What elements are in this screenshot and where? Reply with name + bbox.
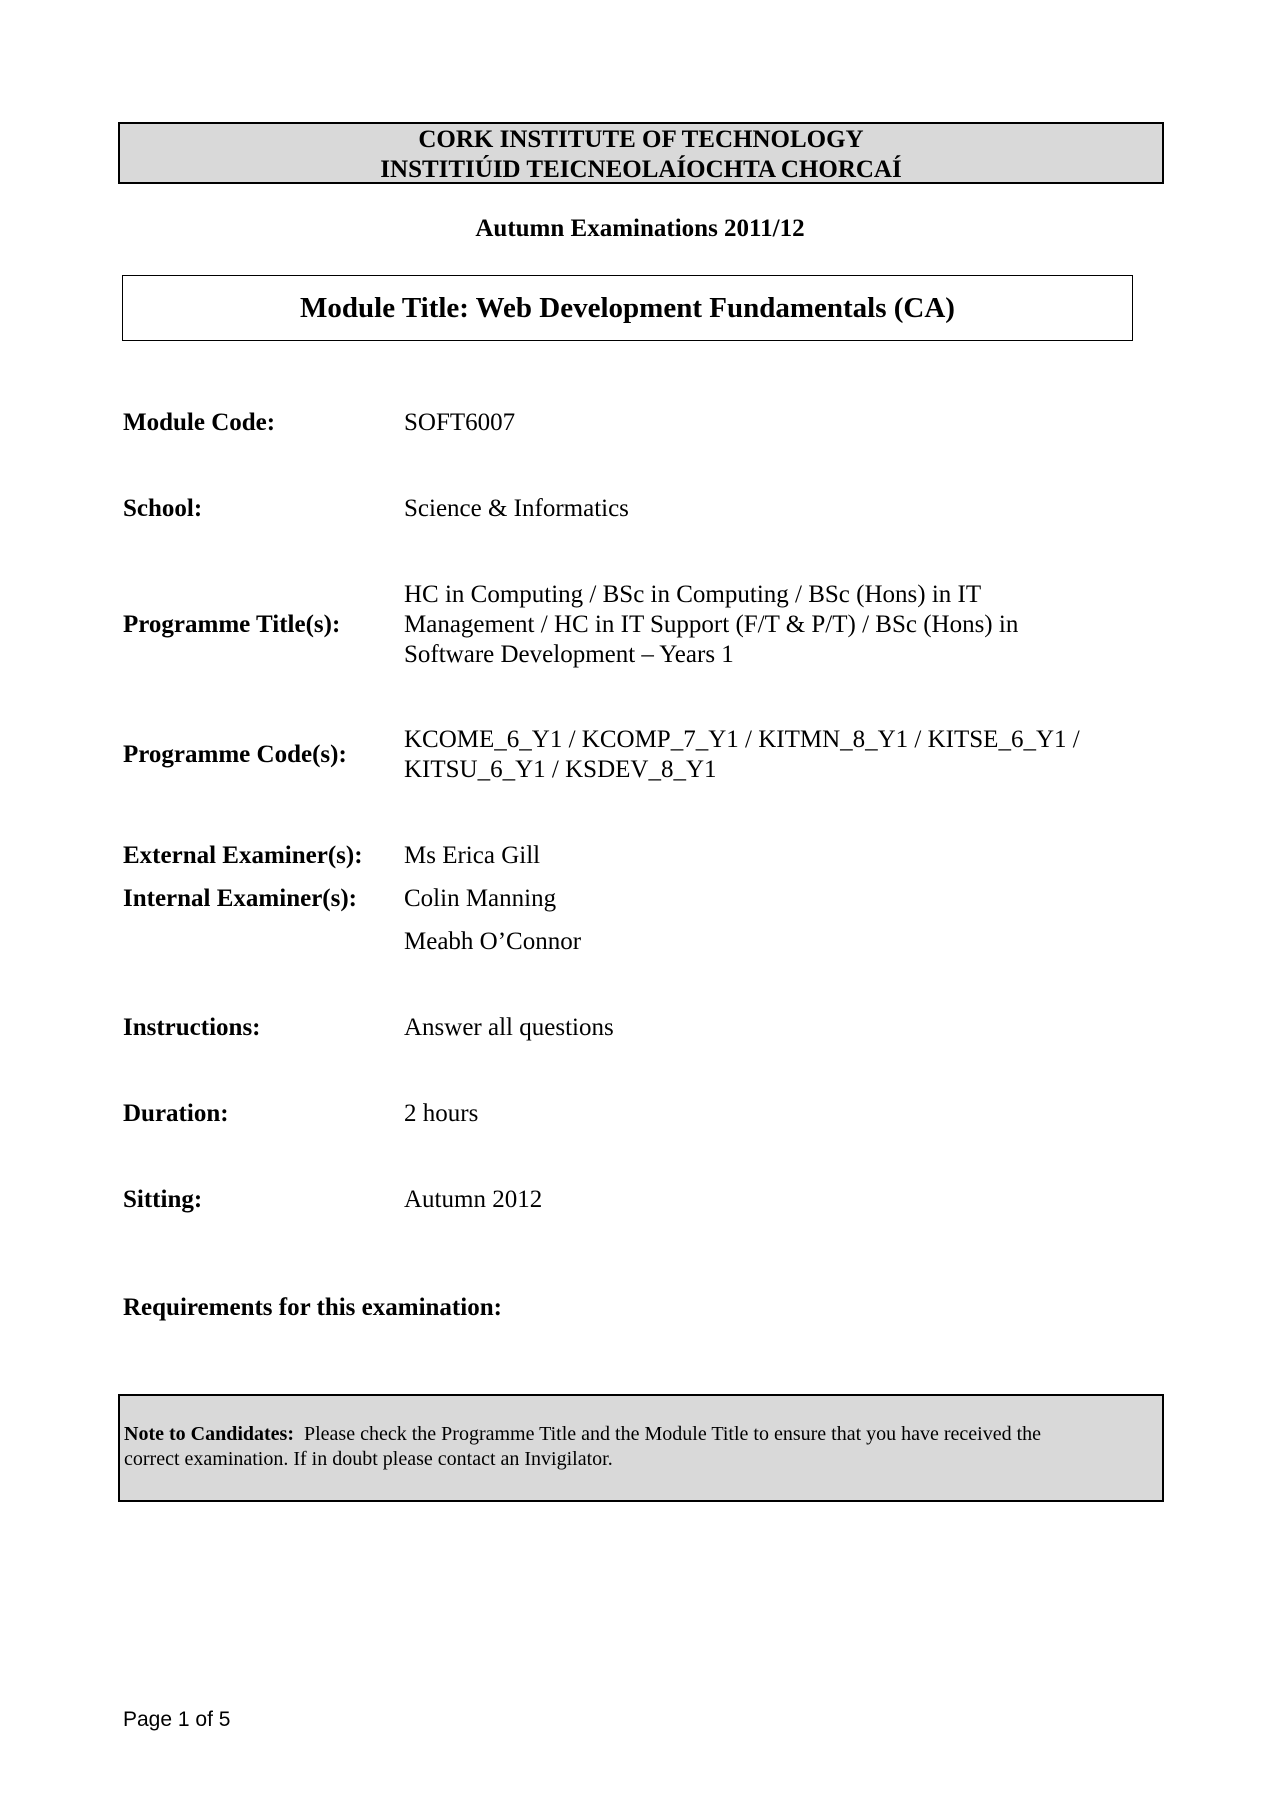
note-text-2: correct examination. If in doubt please contact an Invigilator. [124, 1448, 613, 1470]
requirements-heading: Requirements for this examination: [123, 1294, 502, 1321]
internal-examiner-name: Colin Manning [404, 885, 557, 912]
module-code-value: SOFT6007 [404, 409, 516, 436]
exam-session-title: Autumn Examinations 2011/12 [475, 215, 805, 242]
duration-value: 2 hours [404, 1100, 479, 1127]
school-value: Science & Informatics [404, 495, 629, 522]
programme-codes-label: Programme Code(s): [123, 741, 347, 768]
note-label: Note to Candidates: [124, 1423, 294, 1445]
programme-titles-line: Software Development – Years 1 [404, 641, 734, 668]
duration-label: Duration: [123, 1100, 229, 1127]
note-text-1: Please check the Programme Title and the Module Title to ensure that you have received the [304, 1423, 1042, 1445]
internal-examiners-value [404, 884, 1144, 957]
programme-codes-line: KITSU_6_Y1 / KSDEV_8_Y1 [404, 756, 717, 783]
note-to-candidates [118, 1394, 1164, 1502]
external-examiners-value: Ms Erica Gill [404, 842, 541, 869]
school-label: School: [123, 495, 203, 522]
note-line-1 [124, 1422, 1158, 1447]
programme-codes-value [404, 725, 1144, 785]
external-examiners-label: External Examiner(s): [123, 842, 363, 869]
programme-titles-line: Management / HC in IT Support (F/T & P/T) / BSc (Hons) in [404, 611, 1019, 638]
institution-name-english: CORK INSTITUTE OF TECHNOLOGY [418, 126, 864, 153]
instructions-label: Instructions: [123, 1014, 261, 1041]
institution-header [118, 122, 1164, 184]
programme-titles-line: HC in Computing / BSc in Computing / BSc (Hons) in IT [404, 581, 982, 608]
programme-titles-value [404, 580, 1144, 670]
module-code-label: Module Code: [123, 409, 276, 436]
sitting-value: Autumn 2012 [404, 1186, 543, 1213]
internal-examiner-name: Meabh O’Connor [404, 928, 582, 955]
page-number: Page 1 of 5 [123, 1708, 231, 1731]
programme-titles-label: Programme Title(s): [123, 611, 341, 638]
internal-examiners-label: Internal Examiner(s): [123, 885, 357, 912]
sitting-label: Sitting: [123, 1186, 203, 1213]
programme-codes-line: KCOME_6_Y1 / KCOMP_7_Y1 / KITMN_8_Y1 / KITSE_6_Y1 / [404, 726, 1080, 753]
instructions-value: Answer all questions [404, 1014, 614, 1041]
institution-name-irish: INSTITIÚID TEICNEOLAÍOCHTA CHORCAÍ [380, 156, 902, 183]
module-title: Module Title: Web Development Fundamentals (CA) [122, 275, 1133, 341]
